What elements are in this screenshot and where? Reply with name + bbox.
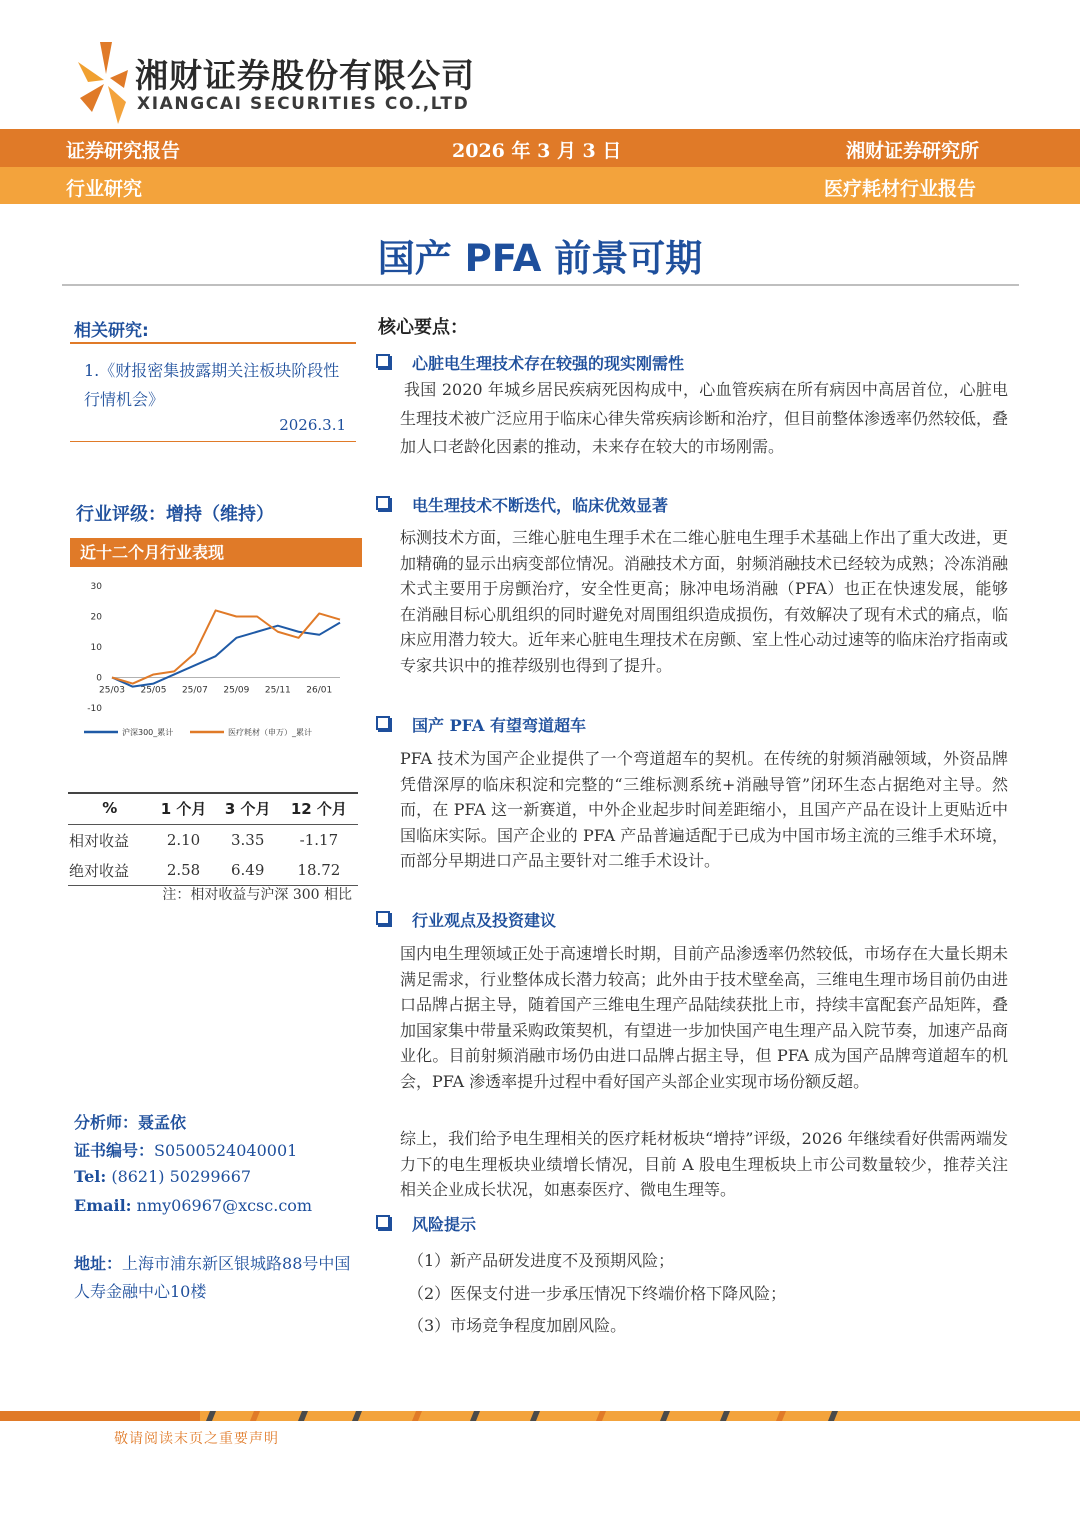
chart-legend-label: 医疗耗材（申万）_累计	[228, 728, 312, 737]
footer-notice: 敬请阅读末页之重要声明	[114, 1431, 279, 1447]
section-heading-text: 行业观点及投资建议	[412, 911, 557, 930]
chart-x-tick-label: 25/11	[264, 685, 291, 696]
report-name: 医疗耗材行业报告	[824, 178, 977, 200]
table-cell: 3.35	[230, 831, 265, 849]
table-row	[68, 855, 358, 886]
chart-y-tick-label: 30	[90, 582, 102, 592]
certificate-label: 证书编号：	[74, 1141, 155, 1160]
risk-item: （2）医保支付进一步承压情况下终端价格下降风险；	[408, 1284, 787, 1303]
checkbox-bullet-icon	[376, 911, 390, 925]
analyst-line	[74, 1110, 186, 1133]
certificate-number: S0500524040001	[154, 1141, 298, 1160]
report-category: 行业研究	[66, 178, 143, 200]
section-heading	[376, 351, 684, 374]
table-cell: -1.17	[299, 831, 339, 849]
report-type-label: 证券研究报告	[66, 140, 181, 162]
chart-x-tick-label: 25/09	[223, 685, 250, 696]
chart-legend-label: 沪深300_累计	[122, 728, 174, 737]
table-cell: 2.10	[166, 831, 201, 849]
related-research-title: 相关研究:	[74, 321, 149, 341]
title-divider	[62, 284, 1019, 286]
chart-y-tick-label: 0	[96, 673, 102, 684]
perf-table-note: 注：相对收益与沪深 300 相比	[162, 887, 352, 903]
company-name-cn: 湘财证券股份有限公司	[135, 56, 475, 95]
section-heading-text: 电生理技术不断迭代，临床优效显著	[412, 496, 669, 515]
address-label: 地址：	[74, 1254, 123, 1273]
report-date: 2026 年 3 月 3 日	[452, 140, 622, 162]
table-header-cell: 3 个月	[216, 792, 280, 825]
table-cell: 2.58	[151, 855, 215, 886]
email-address[interactable]: nmy06967@xcsc.com	[136, 1196, 313, 1215]
performance-line-chart	[70, 574, 362, 749]
related-divider-bottom	[70, 441, 356, 442]
performance-section-title: 近十二个月行业表现	[70, 538, 362, 567]
table-header-cell: %	[68, 792, 151, 825]
table-row	[68, 825, 358, 856]
header-band-top	[0, 129, 1080, 167]
address-block	[74, 1250, 364, 1306]
section-heading-text: 风险提示	[412, 1215, 477, 1234]
chart-x-tick-label: 26/01	[306, 685, 333, 696]
tel-label: Tel:	[74, 1167, 107, 1186]
footer-stripe	[0, 1411, 1080, 1421]
email-line	[74, 1196, 312, 1215]
section-paragraph: 综上，我们给予电生理相关的医疗耗材板块“增持”评级，2026 年继续看好供需两端发力下的电生理板块业绩增长情况，目前 A 股电生理板块上市公司数量较少，推荐关注相关企业成长状况，如惠泰医疗、微电生理等。	[400, 1129, 1008, 1199]
table-cell: 18.72	[280, 855, 358, 886]
analyst-name: 聂孟依	[138, 1113, 187, 1132]
section-paragraph: PFA 技术为国产企业提供了一个弯道超车的契机。在传统的射频消融领域，外资品牌凭借深厚的临床积淀和完整的“三维标测系统+消融导管”闭环生态占据绝对主导。然而，在 PFA 这一新赛道，中外企业起步时间差距缩小，且国产产品在设计上更贴近中国临床实际。国产企业的 PFA 产品普遍适配于已成为中国市场主流的三维手术环境，而部分早期进口产品主要针对二维手术设计。	[400, 749, 1008, 870]
checkbox-bullet-icon	[376, 496, 390, 510]
section-heading	[376, 908, 556, 931]
company-logo-icon	[78, 42, 128, 124]
footer-stripe-segment	[0, 1411, 200, 1421]
chart-y-tick-label: -10	[87, 704, 102, 714]
checkbox-bullet-icon	[376, 716, 390, 730]
chart-y-tick-label: 10	[90, 643, 102, 653]
chart-x-tick-label: 25/07	[181, 685, 208, 696]
section-paragraph: 标测技术方面，三维心脏电生理手术在二维心脏电生理手术基础上作出了重大改进，更加精确的显示出病变部位情况。消融技术方面，射频消融技术已经较为成熟；冷冻消融术式主要用于房颤治疗，安全性更高；脉冲电场消融（PFA）也正在快速发展，能够在消融目标心肌组织的同时避免对周围组织造成损伤，有效解决了现有术式的痛点，临床应用潜力较大。近年来心脏电生理技术在房颤、室上性心动过速等的临床治疗指南或专家共识中的推荐级别也得到了提升。	[400, 528, 1009, 675]
section-paragraph: 国内电生理领域正处于高速增长时期，目前产品渗透率仍然较低，市场存在大量长期未满足需求，行业整体成长潜力较高；此外由于技术壁垒高，三维电生理市场目前仍由进口品牌占据主导，随着国产三维电生理产品陆续获批上市，持续丰富配套产品矩阵，叠加国家集中带量采购政策契机，有望进一步加快国产电生理产品入院节奏，加速产品商业化。目前射频消融市场仍由进口品牌占据主导，但 PFA 成为国产品牌弯道超车的机会，PFA 渗透率提升过程中看好国产头部企业实现市场份额反超。	[400, 944, 1009, 1091]
risk-item: （1）新产品研发进度不及预期风险；	[408, 1251, 675, 1270]
risk-item: （3）市场竞争程度加剧风险。	[408, 1316, 627, 1335]
core-points-title: 核心要点：	[378, 317, 468, 338]
section-heading	[376, 713, 586, 736]
related-divider-top	[70, 342, 356, 344]
related-research-date: 2026.3.1	[279, 416, 346, 434]
table-header-cell: 1 个月	[151, 792, 215, 825]
checkbox-bullet-icon	[376, 1215, 390, 1229]
section-heading-text: 心脏电生理技术存在较强的现实刚需性	[412, 354, 685, 373]
table-cell: 6.49	[216, 855, 280, 886]
section-heading-text: 国产 PFA 有望弯道超车	[412, 716, 587, 735]
analyst-label: 分析师：	[74, 1113, 139, 1132]
company-name-en: XIANGCAI SECURITIES CO.,LTD	[137, 94, 470, 114]
chart-y-tick-label: 20	[90, 612, 102, 623]
institute-name: 湘财证券研究所	[846, 140, 980, 162]
address-text: 上海市浦东新区银城路88号中国人寿金融中心10楼	[74, 1254, 351, 1301]
chart-x-tick-label: 25/03	[99, 685, 125, 696]
section-heading	[376, 493, 668, 516]
table-header-cell: 12 个月	[280, 792, 358, 825]
table-header-row	[68, 792, 358, 825]
related-research-link[interactable]: 1.《财报密集披露期关注板块阶段性行情机会》	[84, 361, 340, 409]
table-cell: 相对收益	[69, 831, 130, 850]
tel-line	[74, 1167, 251, 1186]
header-band-bottom	[0, 167, 1080, 204]
page-title: 国产 PFA 前景可期	[377, 237, 703, 280]
chart-x-tick-label: 25/05	[140, 685, 167, 696]
email-label: Email:	[74, 1196, 132, 1215]
certificate-line	[74, 1138, 297, 1161]
table-cell: 绝对收益	[68, 855, 151, 886]
checkbox-bullet-icon	[376, 354, 390, 368]
section-paragraph: 我国 2020 年城乡居民疾病死因构成中，心血管疾病在所有病因中高居首位，心脏电生理技术被广泛应用于临床心律失常疾病诊断和治疗，但目前整体渗透率仍然较低，叠加人口老龄化因素的推动，未来存在较大的市场刚需。	[400, 380, 1009, 456]
tel-number: (8621) 50299667	[111, 1167, 252, 1186]
section-heading	[376, 1212, 476, 1235]
performance-table	[68, 792, 358, 886]
industry-rating: 行业评级：增持（维持）	[76, 504, 274, 525]
